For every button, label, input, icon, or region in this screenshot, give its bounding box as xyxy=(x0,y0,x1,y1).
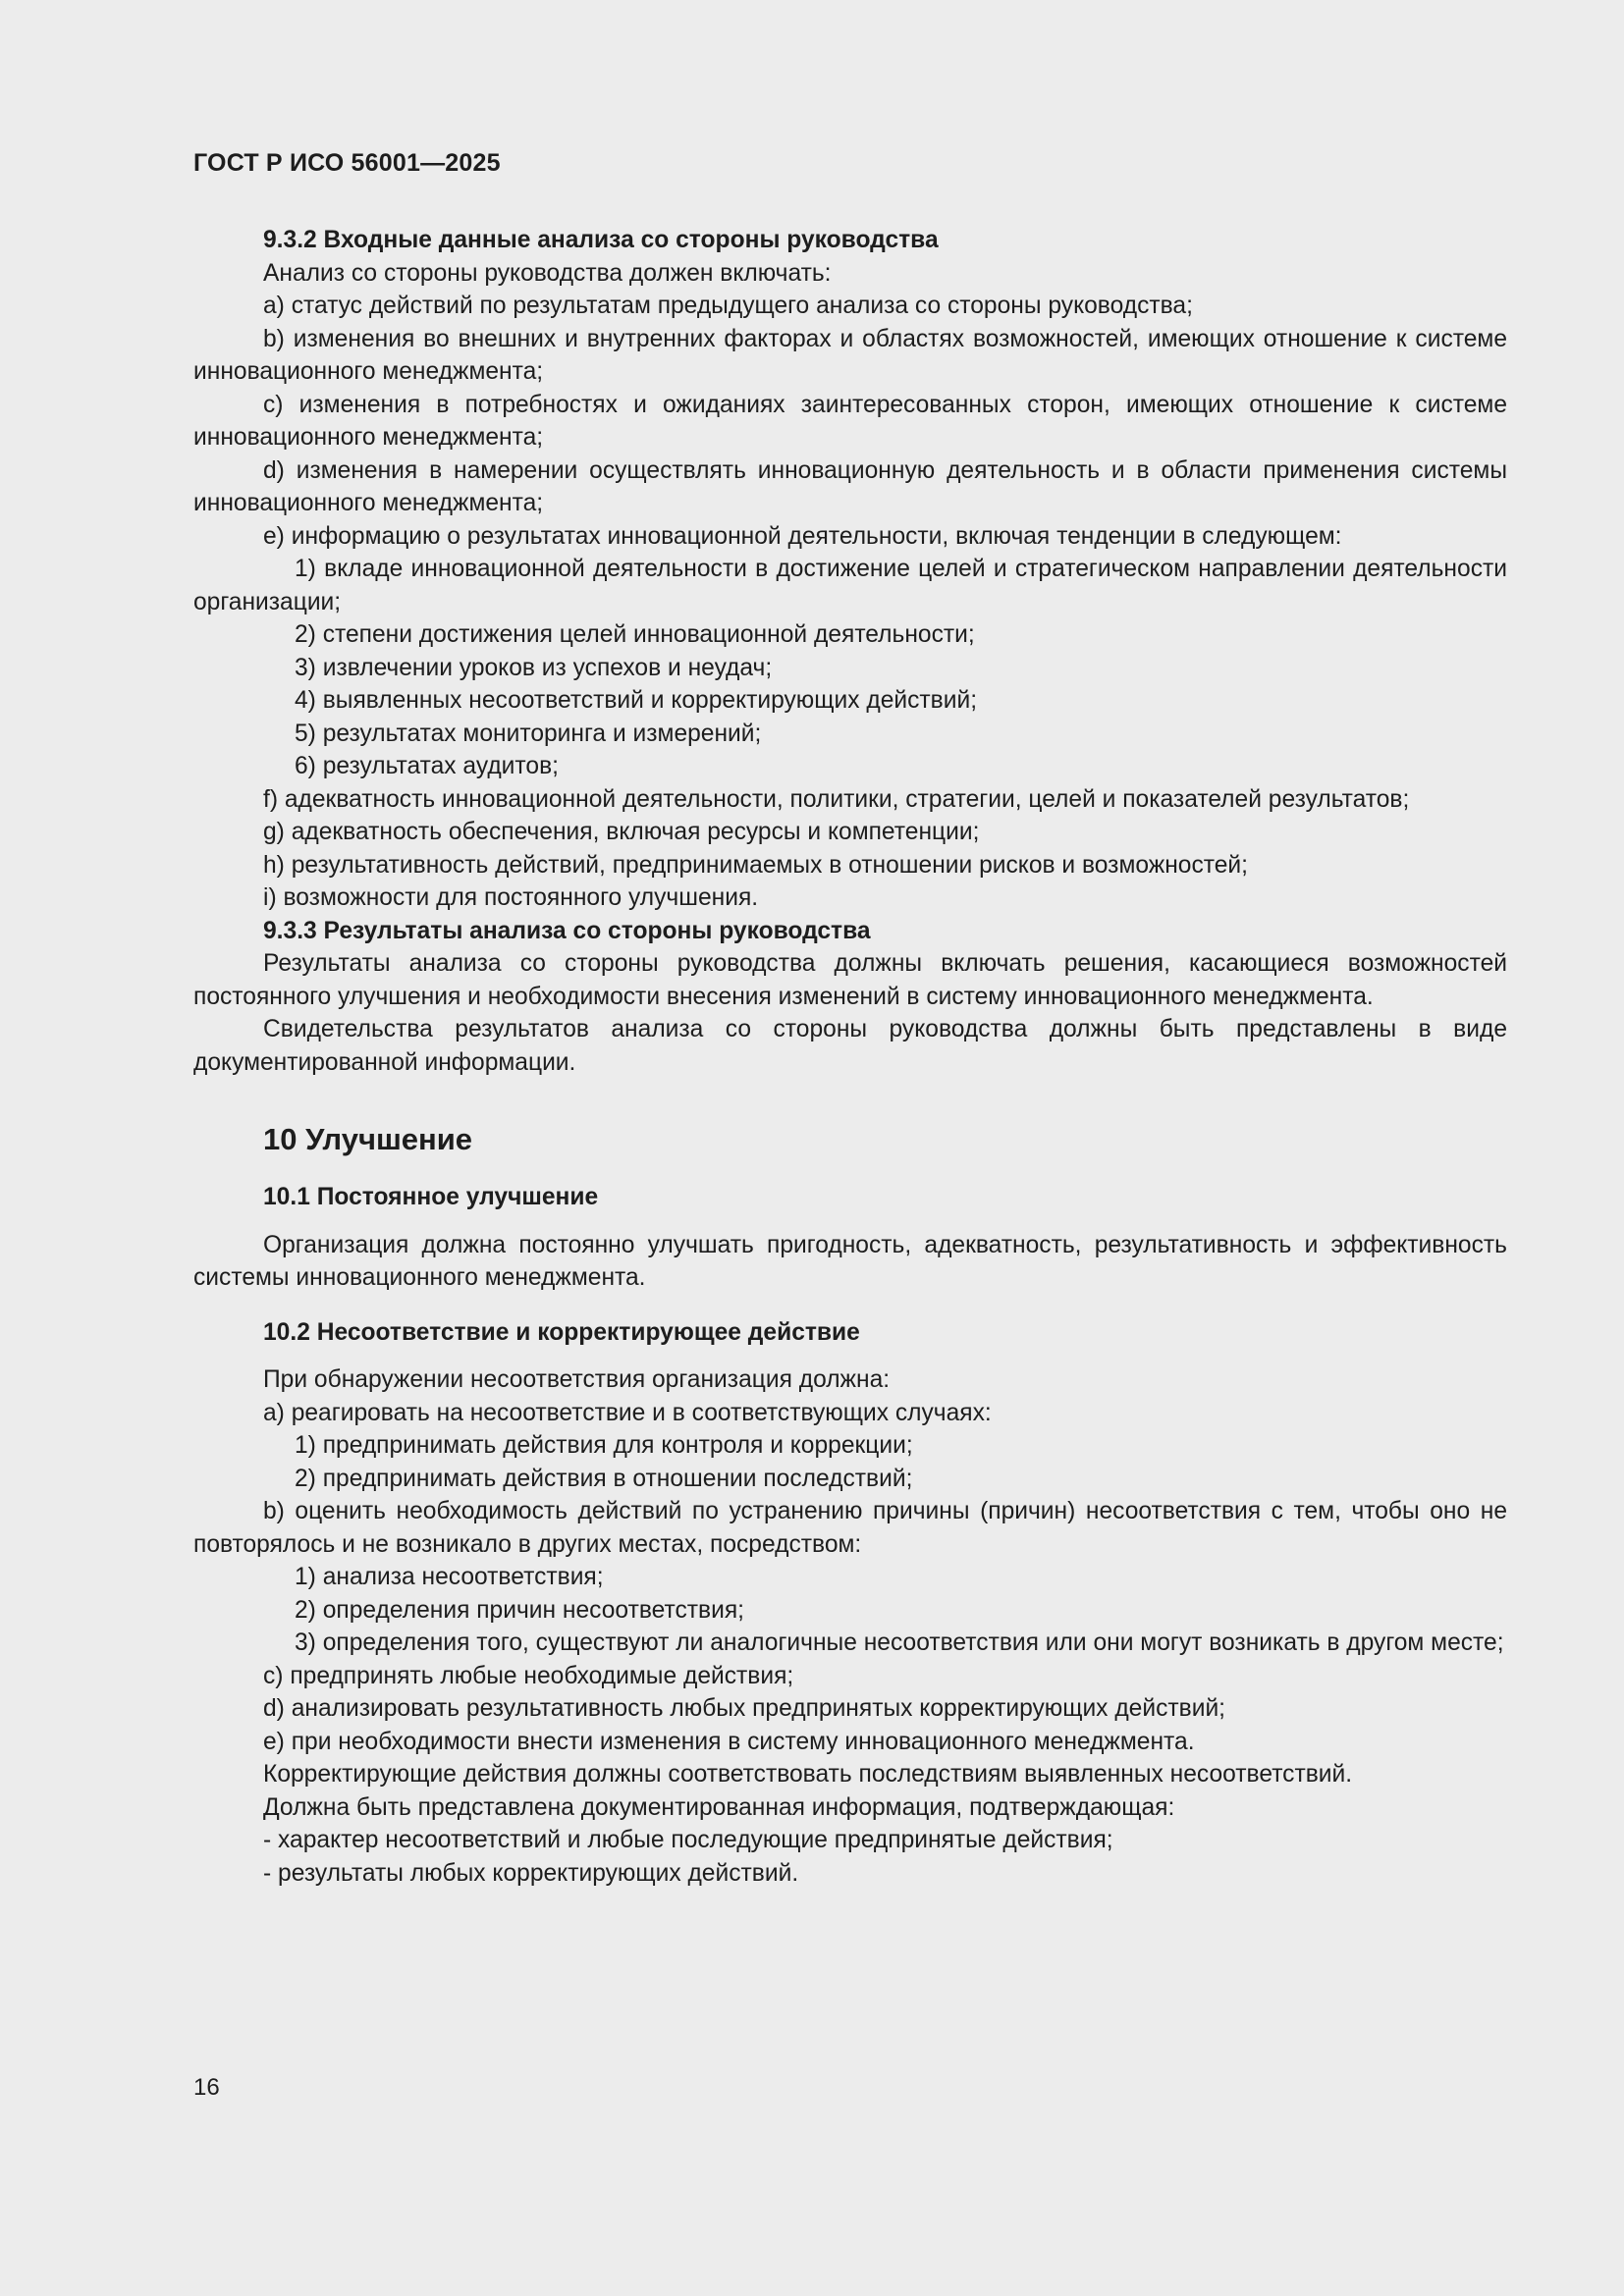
list-item: d) анализировать результативность любых предпринятых корректирующих действий; xyxy=(263,1695,1226,1722)
paragraph: Должна быть представлена документированная информация, подтверждающая: xyxy=(263,1793,1175,1821)
list-item: c) предпринять любые необходимые действия; xyxy=(263,1662,794,1689)
dash-list-item: - результаты любых корректирующих действий. xyxy=(263,1859,799,1887)
sub-list-item: 2) определения причин несоответствия; xyxy=(295,1596,744,1624)
sub-list-item: 1) вкладе инновационной деятельности в достижение целей и стратегическом направлении деятельности организации; xyxy=(193,556,1507,615)
section-heading-9-3-2: 9.3.2 Входные данные анализа со стороны руководства xyxy=(263,227,939,253)
section-heading-10-1: 10.1 Постоянное улучшение xyxy=(263,1184,599,1210)
list-item: f) адекватность инновационной деятельности, политики, стратегии, целей и показателей результатов; xyxy=(263,785,1410,813)
page-number: 16 xyxy=(193,2074,220,2101)
sub-list-item: 3) определения того, существуют ли аналогичные несоответствия или они могут возникать в другом месте; xyxy=(295,1629,1504,1656)
list-item: a) реагировать на несоответствие и в соответствующих случаях: xyxy=(263,1399,992,1426)
list-item: c) изменения в потребностях и ожиданиях заинтересованных сторон, имеющих отношение к системе инновационного менеджмента; xyxy=(193,391,1507,451)
sub-list-item: 5) результатах мониторинга и измерений; xyxy=(295,720,762,747)
sub-list-item: 4) выявленных несоответствий и корректирующих действий; xyxy=(295,687,978,714)
list-item: e) информацию о результатах инновационной деятельности, включая тенденции в следующем: xyxy=(263,522,1342,550)
list-item: e) при необходимости внести изменения в систему инновационного менеджмента. xyxy=(263,1728,1195,1755)
list-item: a) статус действий по результатам предыдущего анализа со стороны руководства; xyxy=(263,293,1193,319)
list-item: i) возможности для постоянного улучшения. xyxy=(263,884,759,911)
list-item: h) результативность действий, предпринимаемых в отношении рисков и возможностей; xyxy=(263,851,1248,879)
list-item: g) адекватность обеспечения, включая ресурсы и компетенции; xyxy=(263,819,980,845)
paragraph: Корректирующие действия должны соответствовать последствиям выявленных несоответствий. xyxy=(263,1761,1353,1788)
document-header: ГОСТ Р ИСО 56001—2025 xyxy=(193,149,501,177)
document-body xyxy=(193,224,1507,1890)
sub-list-item: 6) результатах аудитов; xyxy=(295,753,559,779)
paragraph: Анализ со стороны руководства должен включать: xyxy=(263,259,832,287)
list-item: d) изменения в намерении осуществлять инновационную деятельность и в области применения системы инновационного менеджмента; xyxy=(193,456,1507,516)
sub-list-item: 2) степени достижения целей инновационной деятельности; xyxy=(295,621,975,648)
paragraph: Результаты анализа со стороны руководства должны включать решения, касающиеся возможностей постоянного улучшения и необходимости внесения изменений в систему инновационного менеджмента. xyxy=(193,950,1507,1010)
section-heading-10-2: 10.2 Несоответствие и корректирующее действие xyxy=(263,1318,860,1346)
sub-list-item: 1) предпринимать действия для контроля и коррекции; xyxy=(295,1432,913,1459)
paragraph: При обнаружении несоответствия организация должна: xyxy=(263,1366,891,1393)
paragraph: Свидетельства результатов анализа со стороны руководства должны быть представлены в виде документированной информации. xyxy=(193,1016,1507,1076)
paragraph: Организация должна постоянно улучшать пригодность, адекватность, результативность и эффективность системы инновационного менеджмента. xyxy=(193,1231,1507,1291)
sub-list-item: 2) предпринимать действия в отношении последствий; xyxy=(295,1465,913,1492)
section-heading-9-3-3: 9.3.3 Результаты анализа со стороны руководства xyxy=(263,917,871,944)
sub-list-item: 1) анализа несоответствия; xyxy=(295,1564,604,1590)
dash-list-item: - характер несоответствий и любые последующие предпринятые действия; xyxy=(263,1827,1113,1853)
list-item: b) оценить необходимость действий по устранению причины (причин) несоответствия с тем, чтобы оно не повторялось и не возникало в других местах, посредством: xyxy=(193,1498,1507,1558)
chapter-heading-10: 10 Улучшение xyxy=(263,1122,473,1156)
sub-list-item: 3) извлечении уроков из успехов и неудач; xyxy=(295,654,773,681)
list-item: b) изменения во внешних и внутренних факторах и областях возможностей, имеющих отношение к системе инновационного менеджмента; xyxy=(193,325,1507,385)
